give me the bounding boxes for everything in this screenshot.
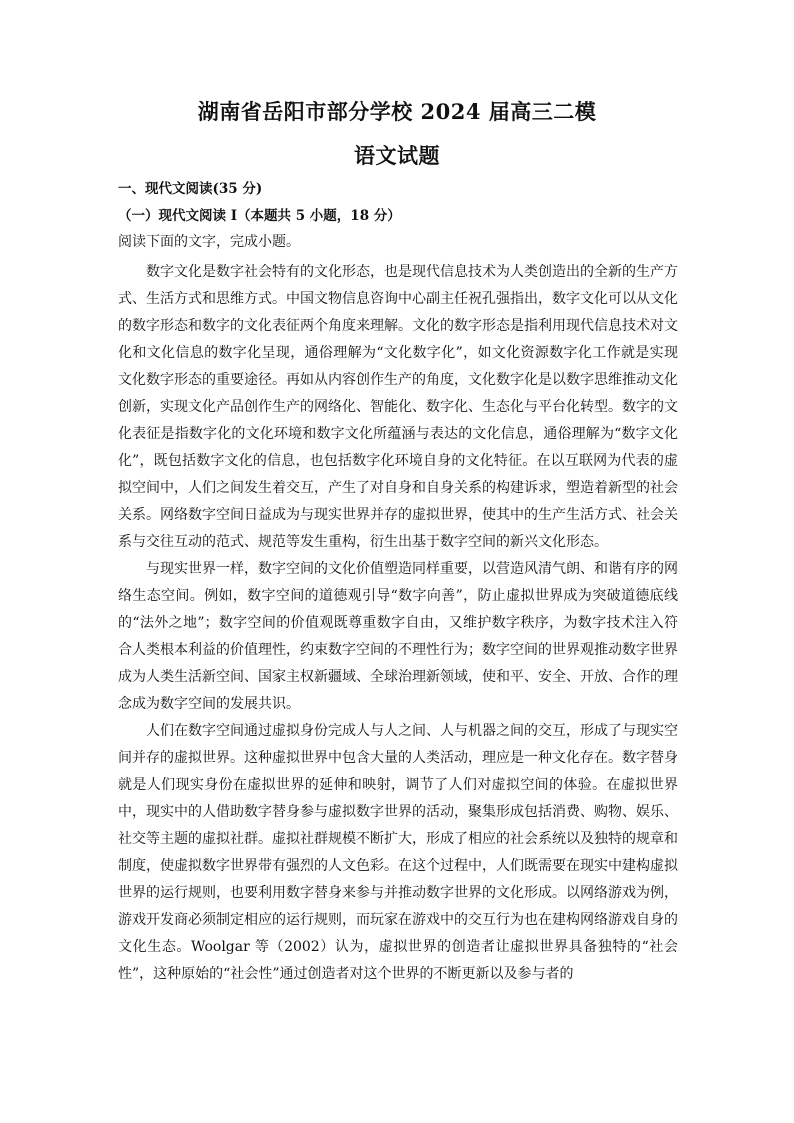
- document-title: 湖南省岳阳市部分学校 2024 届高三二模: [197, 99, 597, 124]
- passage-paragraph-2: 与现实世界一样，数字空间的文化价值塑造同样重要，以营造风清气朗、和谐有序的网络生态空间。例如，数字空间的道德观引导“数字向善”，防止虚拟世界成为突破道德底线的“法外之地”；数字空间的价值观既尊重数字自由，又维护数字秩序，为数字技术注入符合人类根本利益的价值理性，约束数字空间的不理性行为；数字空间的世界观推动数字世界成为人类生活新空间、国家主权新疆域、全球治理新领域，使和平、安全、开放、合作的理念成为数字空间的发展共识。: [118, 561, 678, 712]
- reading-instruction: 阅读下面的文字，完成小题。: [118, 234, 300, 250]
- passage-paragraph-1: 数字文化是数字社会特有的文化形态，也是现代信息技术为人类创造出的全新的生产方式、生活方式和思维方式。中国文物信息咨询中心副主任祝孔强指出，数字文化可以从文化的数字形态和数字的文化表征两个角度来理解。文化的数字形态是指利用现代信息技术对文化和文化信息的数字化呈现，通俗理解为“文化数字化”，如文化资源数字化工作就是实现文化数字形态的重要途径。再如从内容创作生产的角度，文化数字化是以数字思维推动文化创新，实现文化产品创作生产的网络化、智能化、数字化、生态化与平台化转型。数字的文化表征是指数字化的文化环境和数字文化所蕴涵与表达的文化信息，通俗理解为“数字文化化”，既包括数字文化的信息，也包括数字化环境自身的文化特征。在以互联网为代表的虚拟空间中，人们之间发生着交互，产生了对自身和自身关系的构建诉求，塑造着新型的社会关系。网络数字空间日益成为与现实世界并存的虚拟世界，使其中的生产生活方式、社会关系与交往互动的范式、规范等发生重构，衍生出基于数字空间的新兴文化形态。: [118, 264, 678, 550]
- passage-paragraph-3: 人们在数字空间通过虚拟身份完成人与人之间、人与机器之间的交互，形成了与现实空间并存的虚拟世界。这种虚拟世界中包含大量的人类活动，理应是一种文化存在。数字替身就是人们现实身份在虚拟世界的延伸和映射，调节了人们对虚拟空间的体验。在虚拟世界中，现实中的人借助数字替身参与虚拟数字世界的活动，聚集形成包括消费、购物、娱乐、社交等主题的虚拟社群。虚拟社群规模不断扩大，形成了相应的社会系统以及独特的规章和制度，使虚拟数字世界带有强烈的人文色彩。在这个过程中，人们既需要在现实中建构虚拟世界的运行规则，也要利用数字替身来参与并推动数字世界的文化形成。以网络游戏为例，游戏开发商必须制定相应的运行规则，而玩家在游戏中的交互行为也在建构网络游戏自身的文化生态。Woolgar 等（2002）认为，虚拟世界的创造者让虚拟世界具备独特的“社会性”，这种原始的“社会性”通过创造者对这个世界的不断更新以及参与者的: [118, 723, 678, 982]
- section-heading: 一、现代文阅读(35 分): [118, 181, 263, 197]
- document-subtitle: 语文试题: [354, 143, 440, 168]
- subsection-heading: （一）现代文阅读 I（本题共 5 小题，18 分）: [118, 208, 401, 224]
- passage-body: [118, 259, 678, 988]
